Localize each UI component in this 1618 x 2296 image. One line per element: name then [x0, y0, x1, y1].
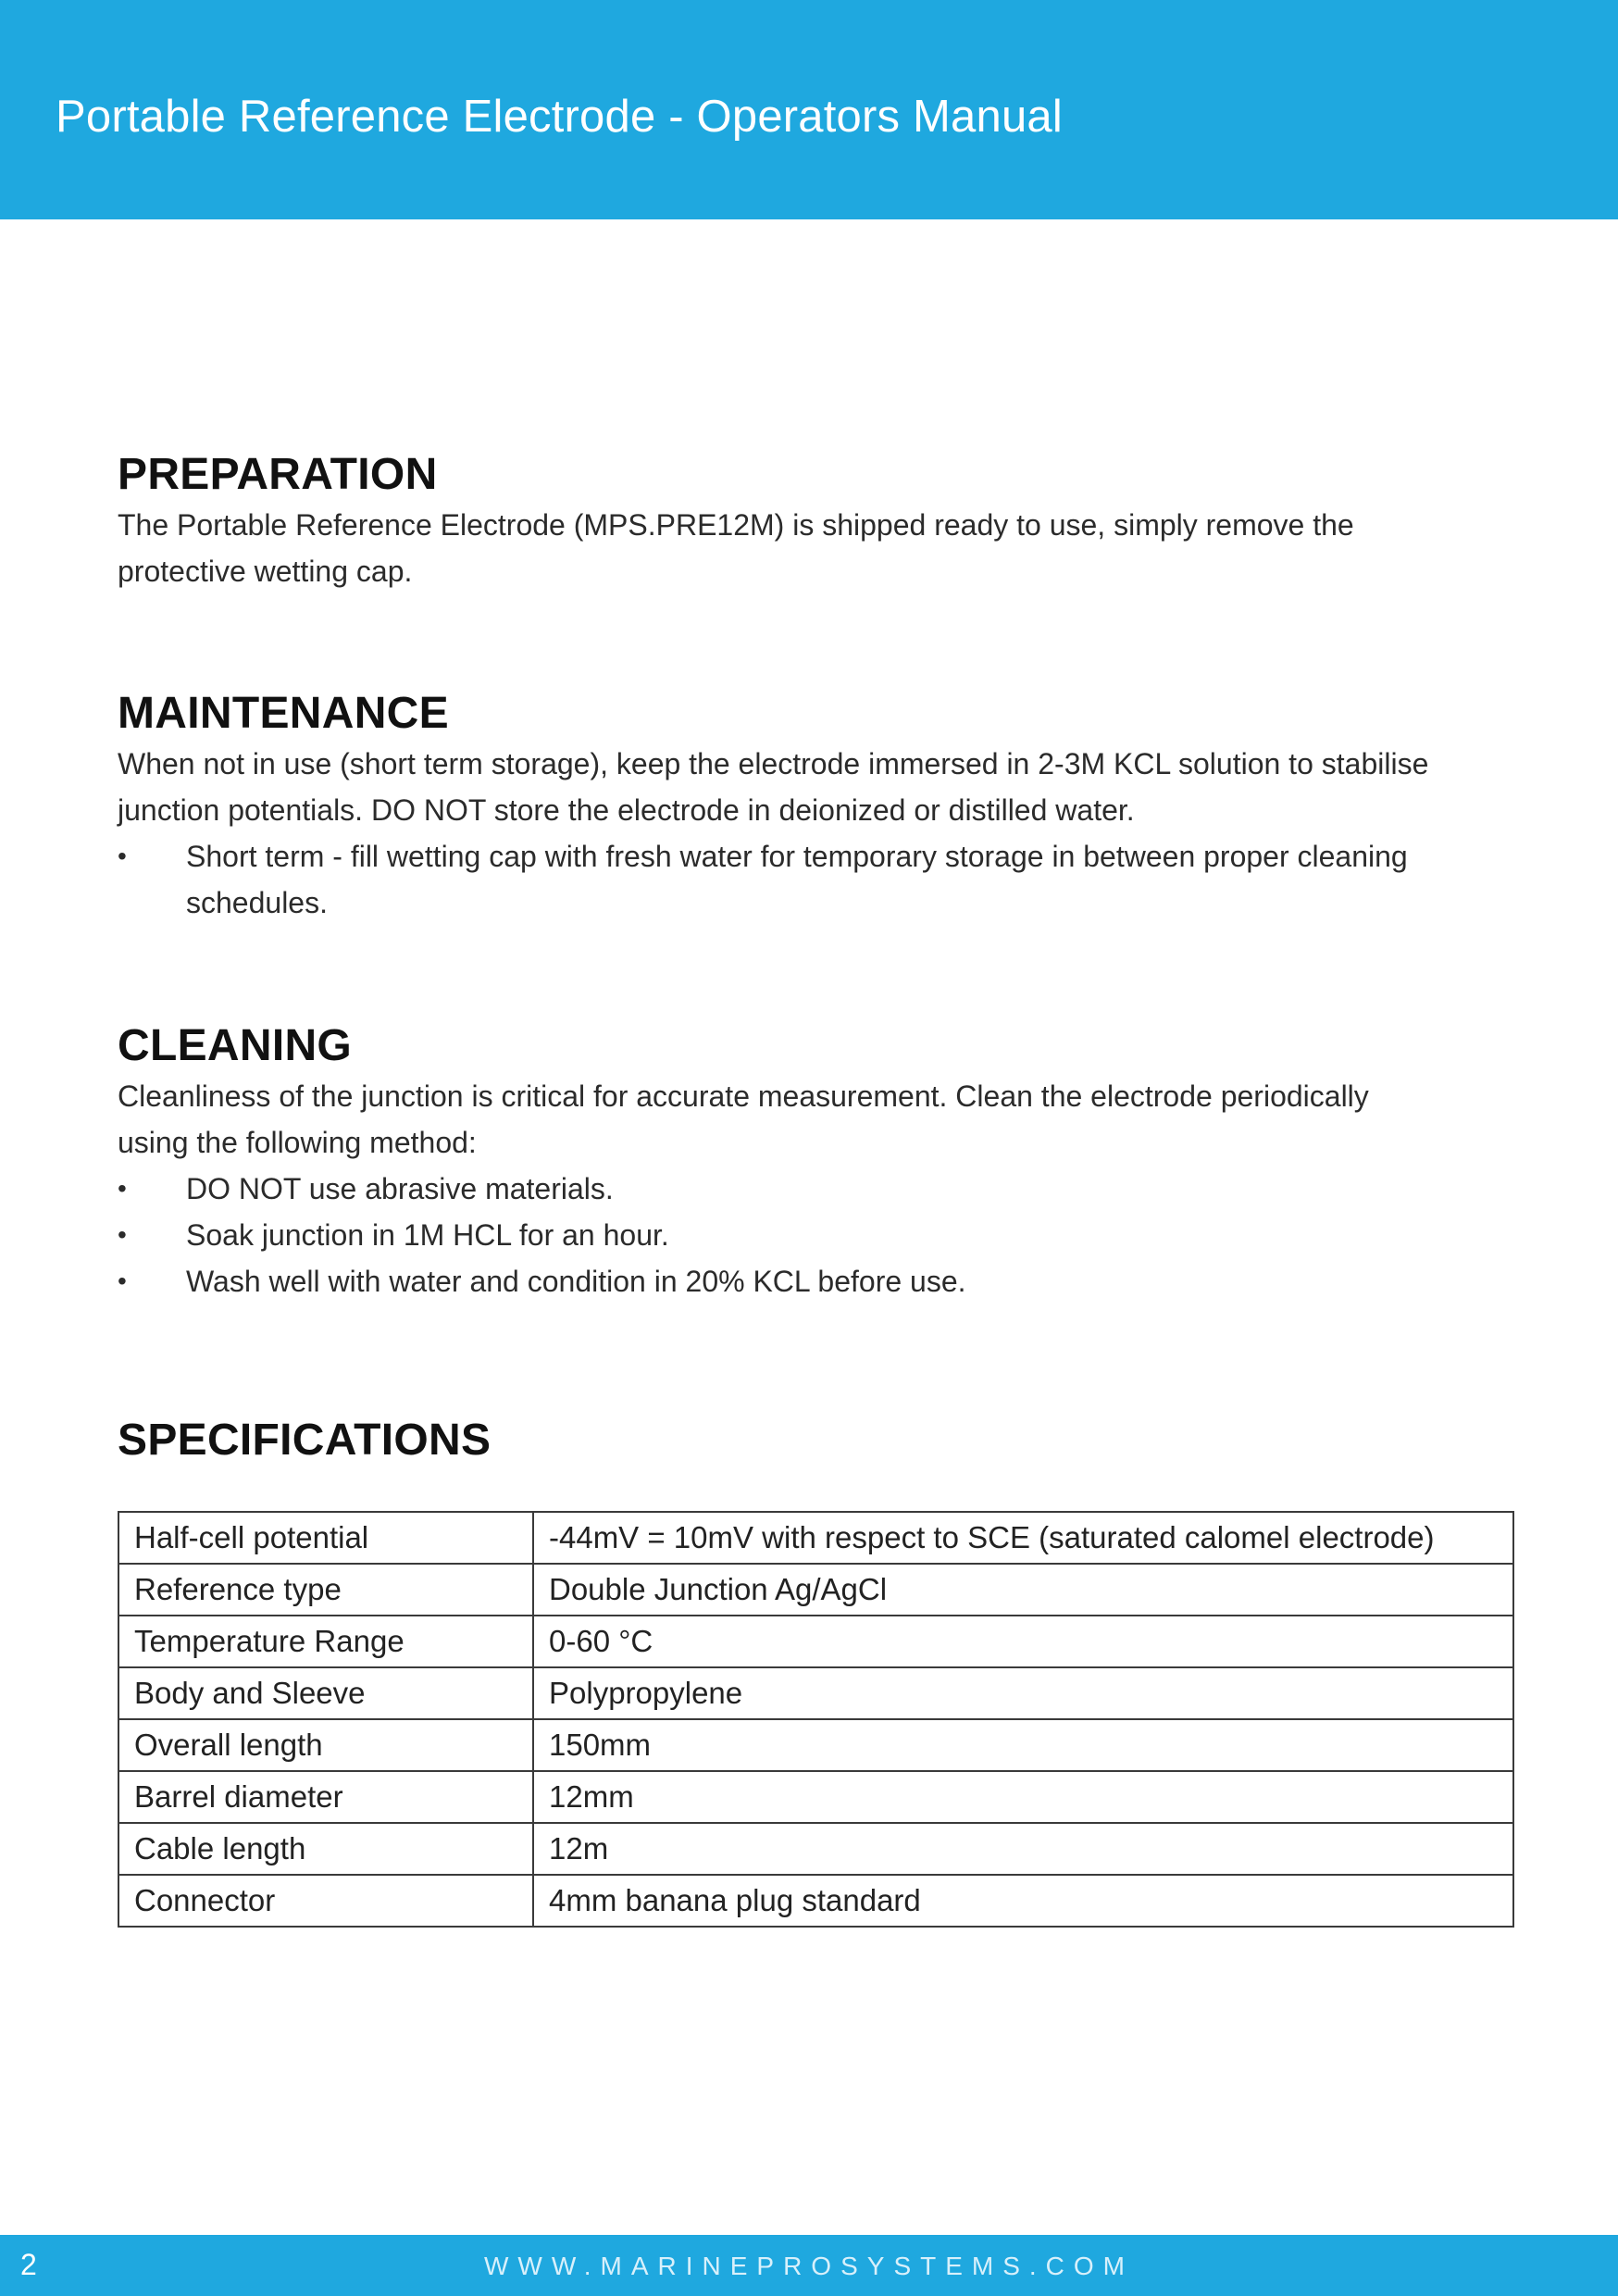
bullet-marker: • [118, 1267, 127, 1295]
spec-value: Double Junction Ag/AgCl [533, 1564, 1513, 1616]
maintenance-bullet-list [118, 833, 1525, 926]
spec-label: Barrel diameter [118, 1771, 533, 1823]
list-item [118, 833, 1525, 926]
specifications-table [118, 1511, 1514, 1928]
list-item [118, 1166, 1525, 1212]
spec-value: 0-60 °C [533, 1616, 1513, 1667]
cleaning-heading: CLEANING [118, 1021, 353, 1070]
preparation-text-line: protective wetting cap. [118, 555, 413, 588]
preparation-section [118, 448, 1525, 594]
maintenance-text-line: junction potentials. DO NOT store the electrode in deionized or distilled water. [118, 793, 1135, 827]
specifications-section [118, 1414, 1525, 1467]
spec-label: Half-cell potential [118, 1512, 533, 1564]
spec-value: 12mm [533, 1771, 1513, 1823]
spec-value: Polypropylene [533, 1667, 1513, 1719]
preparation-text-line: The Portable Reference Electrode (MPS.PRE12M) is shipped ready to use, simply remove the [118, 508, 1354, 542]
spec-label: Temperature Range [118, 1616, 533, 1667]
table-row [118, 1823, 1513, 1875]
spec-label: Connector [118, 1875, 533, 1927]
spec-label: Overall length [118, 1719, 533, 1771]
table-row [118, 1667, 1513, 1719]
specifications-heading: SPECIFICATIONS [118, 1416, 492, 1465]
table-row [118, 1771, 1513, 1823]
table-row [118, 1512, 1513, 1564]
spec-value: 150mm [533, 1719, 1513, 1771]
list-item-text-line: Short term - fill wetting cap with fresh water for temporary storage in between proper cleaning [186, 840, 1408, 873]
cleaning-text-line: Cleanliness of the junction is critical for accurate measurement. Clean the electrode periodically [118, 1079, 1369, 1113]
maintenance-section [118, 687, 1525, 926]
bullet-marker: • [118, 1220, 127, 1249]
spec-label: Cable length [118, 1823, 533, 1875]
maintenance-heading: MAINTENANCE [118, 689, 449, 738]
table-row [118, 1564, 1513, 1616]
cleaning-section [118, 1019, 1525, 1304]
table-row [118, 1719, 1513, 1771]
list-item [118, 1212, 1525, 1258]
document-title: Portable Reference Electrode - Operators Manual [56, 92, 1063, 142]
list-item-text-line: schedules. [186, 886, 328, 919]
header-banner [0, 0, 1618, 219]
bullet-marker: • [118, 1174, 127, 1203]
bullet-marker: • [118, 842, 127, 870]
maintenance-text-line: When not in use (short term storage), keep the electrode immersed in 2-3M KCL solution to stabilise [118, 747, 1429, 780]
list-item-text: Wash well with water and condition in 20% KCL before use. [186, 1265, 966, 1298]
page-number: 2 [20, 2248, 37, 2281]
spec-label: Body and Sleeve [118, 1667, 533, 1719]
list-item-text: Soak junction in 1M HCL for an hour. [186, 1218, 669, 1252]
table-row [118, 1875, 1513, 1927]
spec-value: 12m [533, 1823, 1513, 1875]
cleaning-text-line: using the following method: [118, 1126, 477, 1159]
spec-value: -44mV = 10mV with respect to SCE (saturated calomel electrode) [533, 1512, 1513, 1564]
spec-label: Reference type [118, 1564, 533, 1616]
preparation-heading: PREPARATION [118, 450, 438, 499]
table-row [118, 1616, 1513, 1667]
spec-value: 4mm banana plug standard [533, 1875, 1513, 1927]
list-item [118, 1258, 1525, 1304]
cleaning-bullet-list [118, 1166, 1525, 1304]
website-link[interactable]: WWW.MARINEPROSYSTEMS.COM [484, 2252, 1134, 2280]
footer-bar [0, 2235, 1618, 2296]
list-item-text: DO NOT use abrasive materials. [186, 1172, 614, 1205]
